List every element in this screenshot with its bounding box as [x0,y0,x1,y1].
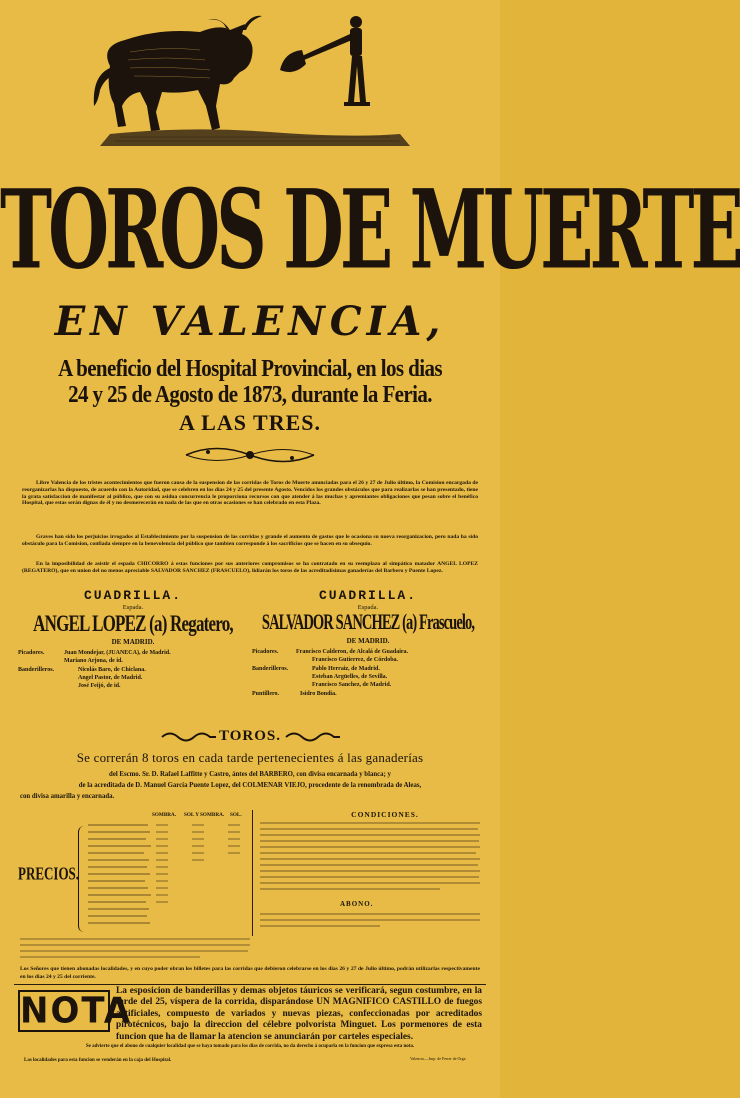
cuadrilla-members [252,649,484,709]
banderillero-2: Angel Pastor, de Madrid. [78,675,143,681]
toros-heading: TOROS. [219,728,281,744]
cuadrilla-left [18,588,248,696]
precios-header-sol: SOL. [230,812,242,818]
cuadrilla-right [252,588,484,709]
banderilleros-label: Banderilleros. [18,667,55,673]
nota-box [18,990,133,1032]
espada-name: ANGEL LOPEZ (a) Regatero, [33,610,233,637]
espada-origin: DE MADRID. [111,638,155,646]
abono-heading: ABONO. [340,900,374,908]
espada-name: SALVADOR SANCHEZ (a) Frascuelo, [261,610,475,636]
benefit-line-2: 24 y 25 de Agosto de 1873, durante la Feria. [68,380,432,408]
picadores-label: Picadores. [252,649,279,655]
cuadrilla-members [18,650,248,696]
left-scroll-ornament-icon [160,730,218,744]
espada-role: Espada. [357,604,379,611]
banderillero-3: Francisco Sanchez, de Madrid. [312,682,392,688]
benefit-line-1: A beneficio del Hospital Provincial, en los dias [58,354,442,382]
nota-label: NOTA [20,990,133,1032]
banderillero-2: Esteban Argüelles, de Sevilla. [312,674,388,680]
precios-brace [78,826,85,932]
banderillero-1: Nicolás Baro, de Chiclana. [78,667,146,673]
intro-paragraph: Libre Valencia de los tristes acontecimientos que fueron causa de la suspension de las corridas de Toros de Muerte anunciadas para el 26 y 27 de Julio último, la Comision encargada de reorganizarlas ha dispuesto, de acuerdo con la Autoridad, que se celebren en los dias 24 y 25 del presente Agosto. Vencidos los grandes obstáculos que para realizarlas se han presentado, tiene la grata satisfaccion de manifestar al público, que con su asidua concurrencia le proporciona recursos con que atender á las muchas y apremiantes obligaciones que pesan sobre el benéfico Hospital, que estas serán dignas de él y no desmerecerán en nada de las que en otras ocasiones se han celebrado en esta Plaza. [22,480,478,507]
condiciones-fine-print [260,820,482,898]
espada-origin: DE MADRID. [346,637,390,645]
time-line: A LAS TRES. [178,410,322,435]
toros-line-4: con divisa amarilla y encarnada. [20,793,115,800]
condiciones-heading: CONDICIONES. [351,810,419,819]
toros-line-2: del Escmo. Sr. D. Rafael Laffitte y Castro, ántes del BARBERO, con divisa encarnada y blanca; y [109,771,391,778]
banderillero-3: José Feijó, de id. [78,683,121,689]
precios-table-fine-print [88,820,248,932]
abonados-notice: Los Señores que tienen abonadas localidades, y en cuyo poder obran los billetes para las corridas que debieron celebrarse en los dias 26 y 27 de Julio último, podrán utilizarlas respectivamente en los dias 24 y 25 del corriente. [20,966,480,980]
banderilleros-label: Banderilleros. [252,666,289,672]
bull-icon [94,16,262,131]
matador-icon [280,16,370,106]
picador-1: Juan Mondejar, (JUANECA), de Madrid. [64,650,171,656]
abono-fine-print [260,910,482,930]
precios-vertical-divider [252,810,253,936]
nota-text: La esposicion de banderillas y demas objetos táuricos se verificará, segun costumbre, en la tarde del 25, víspera de la corrida, disparándose UN MAGNIFICO CASTILLO de fuegos artificiales, compuesto de variados y nuevas piezas, confeccionadas por acreditados pirotécnicos, bajo la direccion del célebre polvorista Minguet. Los pormenores de esta funcion que ha de llamar la atencion se anunciarán por carteles especiales. [116,986,482,1042]
precios-label: PRECIOS. [18,862,80,884]
footer-sales: Las localidades para esta funcion se venderán en la caja del Hospital. [24,1058,172,1063]
bull-and-matador-illustration [70,6,430,156]
cuadrilla-heading: CUADRILLA. [83,588,182,603]
precios-footnote-fine-print [20,936,252,964]
picador-2: Mariano Arjona, de id. [64,658,123,664]
right-scroll-ornament-icon [284,730,342,744]
puntillero-name: Isidro Bondia. [300,691,337,697]
footer-advisory: Se advierte que el abono de cualquier localidad que se haya tomado para los dias de corrida, no da derecho á ocuparla en la funcion que expresa esta nota. [85,1044,415,1049]
intro-paragraph-2: Graves han sido los perjuicios irrogados al Establecimiento por la suspension de las corridas y grande el aumento de gastos que le ocasiona su nueva reorganizacion, pero nada ha sido obstáculo para la Comision, confiada siempre en la benevolencia del público que tambien corresponde á los sacrificios que se hacen en su obsequio. [22,534,478,547]
precios-header-sombra: SOMBRA. [152,812,177,818]
cuadrilla-heading: CUADRILLA. [318,588,417,603]
divider-line [14,984,486,985]
banderillero-1: Pablo Herraiz, de Madrid. [312,666,380,672]
poster-title: TOROS DE MUERTE [0,165,740,294]
printer-imprint: Valencia.—Imp. de Ferrer de Orga. [410,1056,467,1061]
puntillero-label: Puntillero. [252,691,280,697]
poster-place: EN VALENCIA, [54,298,446,345]
precios-header-sol-sombra: SOL Y SOMBRA. [184,812,225,818]
garland-ornament-icon [180,444,320,466]
picadores-label: Picadores. [18,650,45,656]
picador-1: Francisco Calderon, de Alcalá de Guadaira. [296,649,409,655]
toros-line-3: de la acreditada de D. Manuel García Puente Lopez, del COLMENAR VIEJO, procedente de la renombrada de Aleas, [78,782,422,789]
espada-role: Espada. [122,604,144,611]
intro-paragraph-3: En la imposibilidad de asistir el espada CHICORRO á estas funciones por sus anteriores compromisos se ha contratado en su reemplazo al simpático matador ANGEL LOPEZ (REGATERO), que en union del no menos apreciable SALVADOR SANCHEZ (FRASCUELO), lidiarán los toros de las acreditadísimas ganaderías del Barbero y Puente Lopez. [22,561,478,574]
toros-line-1: Se correrán 8 toros en cada tarde pertenecientes á las ganaderías [76,750,424,765]
picador-2: Francisco Gutierrez, de Córdoba. [312,657,399,663]
